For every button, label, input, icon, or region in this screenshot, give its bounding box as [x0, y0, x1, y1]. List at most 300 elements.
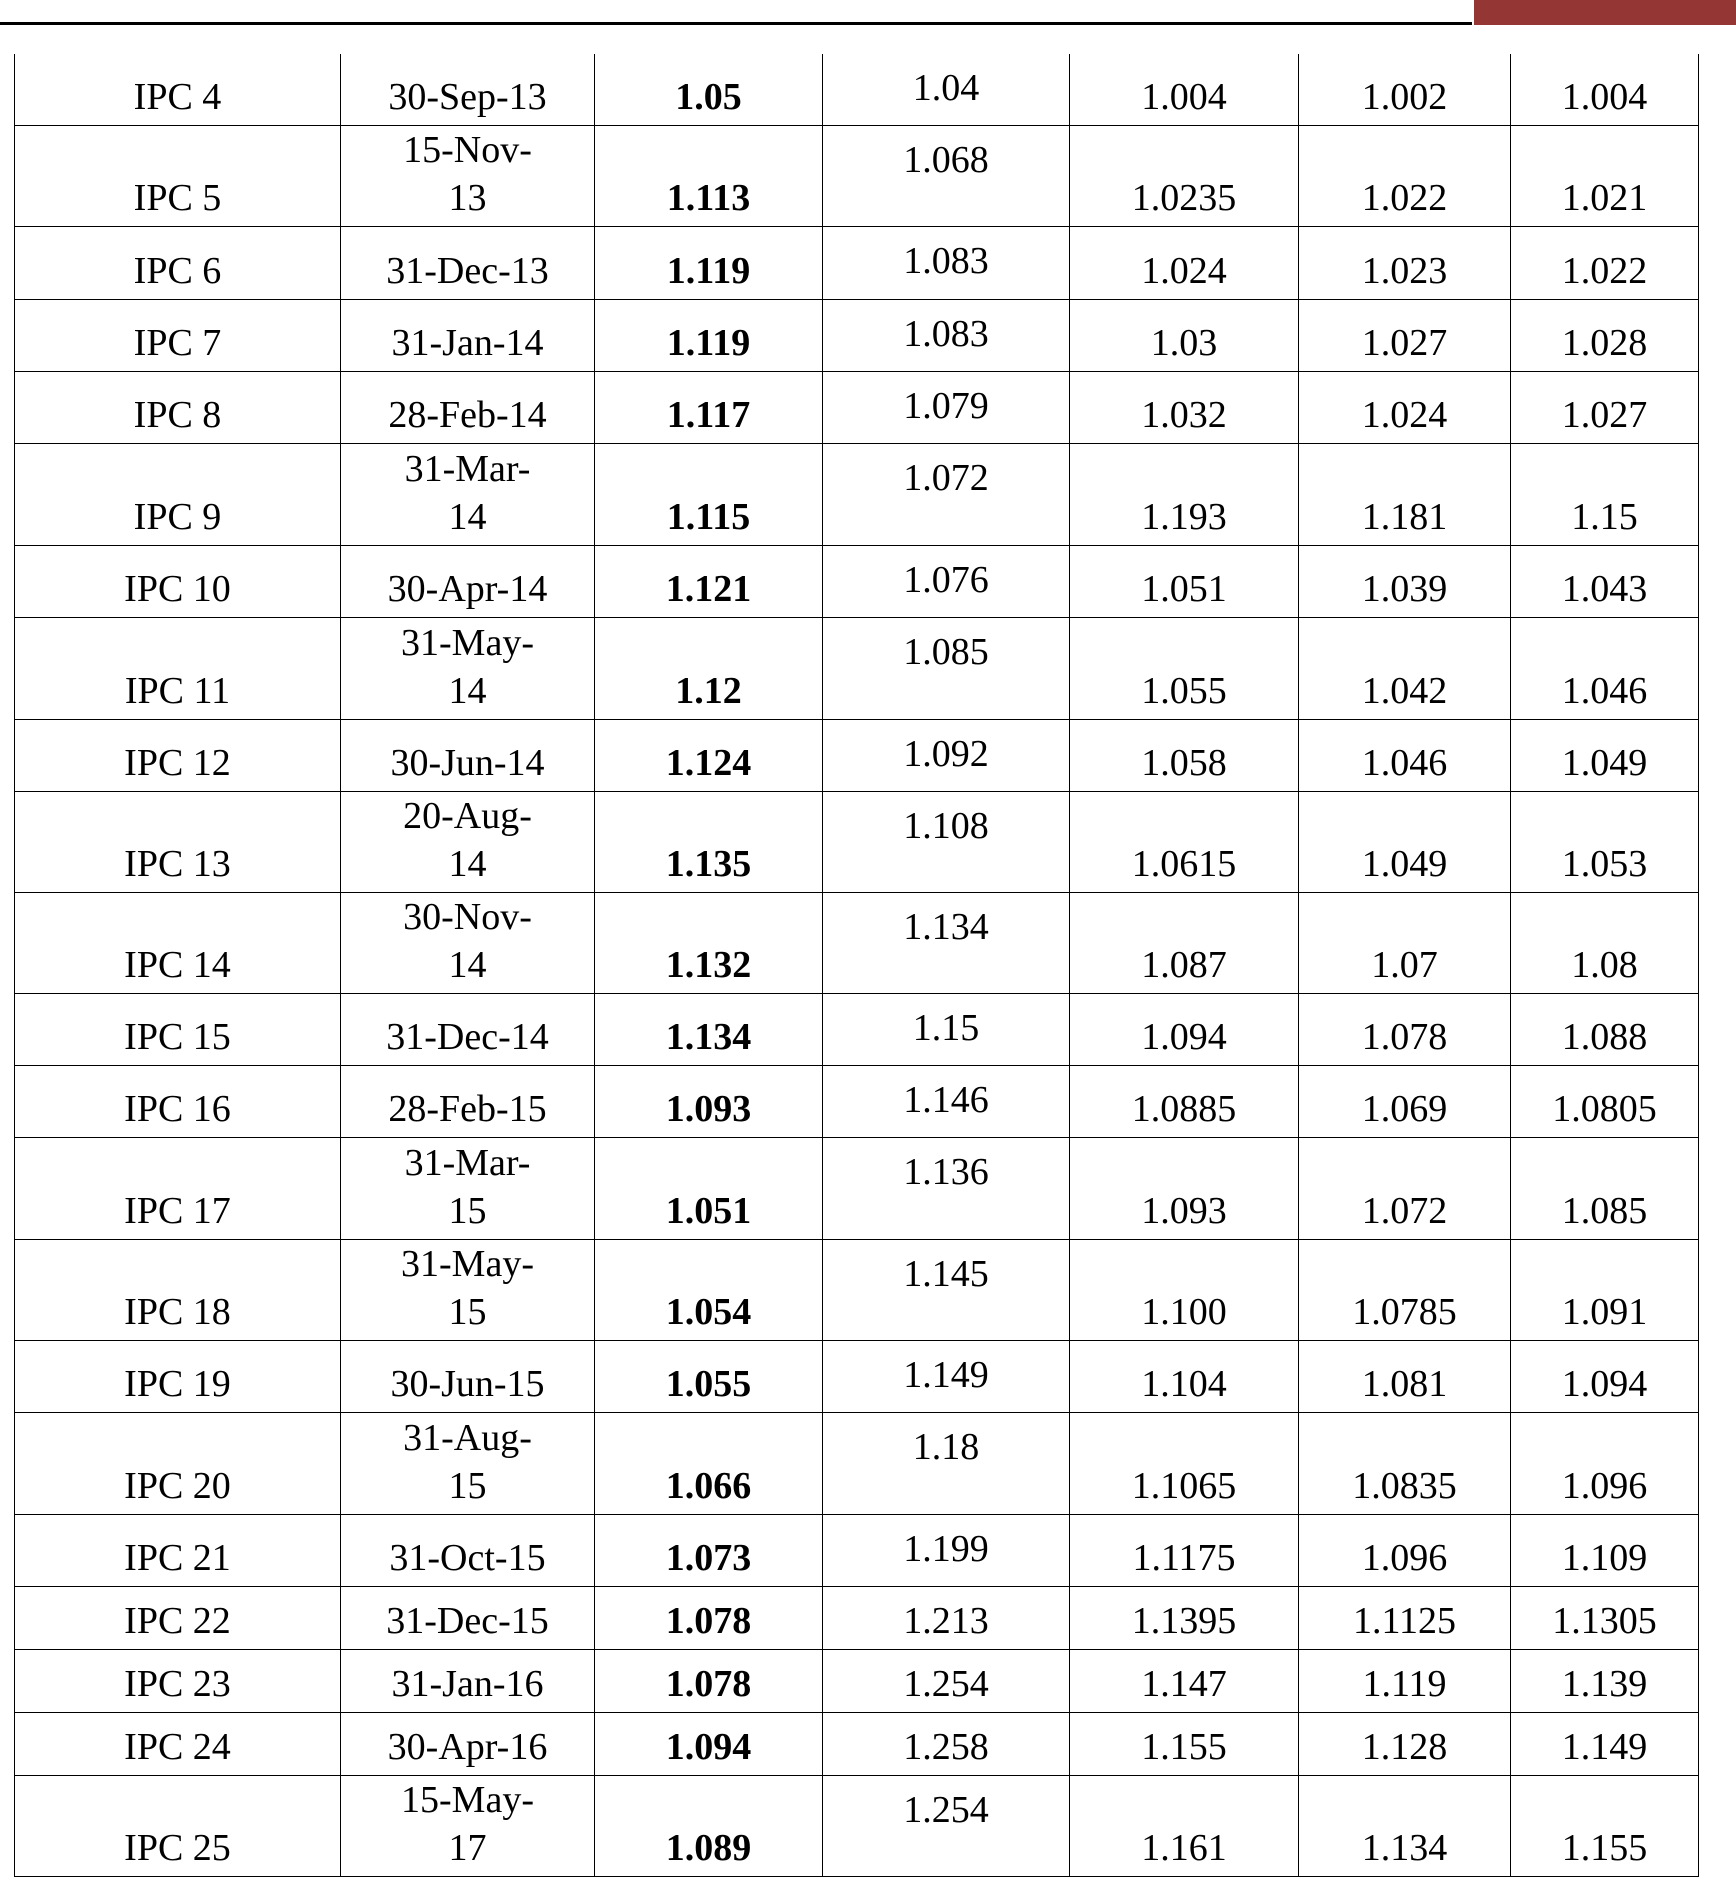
value-cell-1	[595, 125, 823, 226]
date-cell-text: 31-Mar-15	[404, 1141, 531, 1232]
value-cell-5-text: 1.028	[1561, 321, 1648, 364]
date-cell-text: 30-Apr-14	[387, 567, 548, 610]
value-cell-3	[1070, 443, 1299, 545]
value-cell-2	[823, 1586, 1070, 1649]
value-cell-2	[823, 791, 1070, 892]
value-cell-3-text: 1.1395	[1131, 1599, 1237, 1642]
date-cell-text: 31-Oct-15	[389, 1536, 546, 1579]
date-cell-text: 20-Aug-14	[403, 794, 532, 885]
value-cell-3-text: 1.03	[1150, 321, 1218, 364]
value-cell-1	[595, 299, 823, 371]
value-cell-3-text: 1.0235	[1131, 176, 1237, 219]
date-cell-text: 31-Mar-14	[404, 447, 531, 538]
value-cell-3-text: 1.0885	[1131, 1087, 1237, 1130]
ipc-cell	[15, 892, 341, 993]
value-cell-3	[1070, 125, 1299, 226]
ipc-cell-text: IPC 10	[124, 567, 231, 610]
value-cell-1-text: 1.051	[665, 1189, 752, 1232]
date-cell	[341, 1412, 595, 1514]
value-cell-5	[1511, 371, 1699, 443]
ipc-cell-text: IPC 11	[124, 669, 231, 712]
value-cell-5	[1511, 1514, 1699, 1586]
table-row	[15, 1775, 1699, 1876]
table-row	[15, 1239, 1699, 1340]
value-cell-3-text: 1.094	[1141, 1015, 1227, 1058]
value-cell-2	[823, 1340, 1070, 1412]
table-row	[15, 1712, 1699, 1775]
value-cell-5-text: 1.0805	[1552, 1087, 1657, 1130]
value-cell-5-text: 1.004	[1561, 75, 1648, 118]
date-cell	[341, 1712, 595, 1775]
ipc-cell	[15, 1065, 341, 1137]
ipc-cell-text: IPC 12	[124, 741, 231, 784]
value-cell-1-text: 1.055	[665, 1362, 752, 1405]
value-cell-2	[823, 125, 1070, 226]
value-cell-5-text: 1.085	[1561, 1189, 1648, 1232]
value-cell-1	[595, 545, 823, 617]
value-cell-4	[1299, 371, 1511, 443]
value-cell-5-text: 1.15	[1571, 495, 1638, 538]
date-cell-text: 30-Sep-13	[388, 75, 547, 118]
date-cell-text: 30-Apr-16	[387, 1725, 548, 1768]
value-cell-4-text: 1.181	[1361, 495, 1448, 538]
value-cell-4-text: 1.0785	[1352, 1290, 1457, 1333]
value-cell-1	[595, 1649, 823, 1712]
ipc-cell-text: IPC 18	[124, 1290, 231, 1333]
value-cell-3	[1070, 226, 1299, 299]
table-row	[15, 993, 1699, 1065]
date-cell	[341, 54, 595, 125]
value-cell-2	[823, 617, 1070, 719]
value-cell-1-text: 1.124	[665, 741, 752, 784]
date-cell	[341, 545, 595, 617]
value-cell-2-text: 1.079	[903, 384, 989, 427]
ipc-cell-text: IPC 19	[124, 1362, 231, 1405]
value-cell-5	[1511, 993, 1699, 1065]
ipc-data-table	[14, 54, 1699, 1877]
date-cell	[341, 299, 595, 371]
ipc-cell-text: IPC 24	[124, 1725, 231, 1768]
value-cell-5-text: 1.094	[1561, 1362, 1648, 1405]
ipc-cell-text: IPC 21	[124, 1536, 231, 1579]
value-cell-1-text: 1.119	[666, 321, 751, 364]
date-cell	[341, 1137, 595, 1239]
ipc-cell	[15, 993, 341, 1065]
value-cell-1	[595, 1340, 823, 1412]
value-cell-2-text: 1.108	[903, 804, 989, 847]
table-row	[15, 1586, 1699, 1649]
value-cell-3	[1070, 1239, 1299, 1340]
table-row	[15, 791, 1699, 892]
date-cell-text: 31-May-15	[401, 1242, 534, 1333]
date-cell-text: 31-Dec-15	[386, 1599, 549, 1642]
value-cell-3-text: 1.1175	[1132, 1536, 1236, 1579]
value-cell-3	[1070, 1514, 1299, 1586]
date-cell-text: 15-May-17	[401, 1778, 534, 1869]
value-cell-5-text: 1.08	[1571, 943, 1638, 986]
value-cell-1-text: 1.073	[665, 1536, 752, 1579]
ipc-cell	[15, 226, 341, 299]
value-cell-4-text: 1.096	[1361, 1536, 1448, 1579]
value-cell-4	[1299, 545, 1511, 617]
value-cell-4	[1299, 1340, 1511, 1412]
value-cell-2	[823, 226, 1070, 299]
value-cell-2-text: 1.136	[903, 1150, 989, 1193]
value-cell-5-text: 1.043	[1561, 567, 1648, 610]
value-cell-2-text: 1.04	[912, 67, 980, 109]
value-cell-3-text: 1.193	[1141, 495, 1227, 538]
value-cell-4	[1299, 1412, 1511, 1514]
value-cell-2	[823, 371, 1070, 443]
value-cell-4	[1299, 892, 1511, 993]
value-cell-4	[1299, 993, 1511, 1065]
date-cell-text: 28-Feb-15	[388, 1087, 547, 1130]
value-cell-4-text: 1.134	[1361, 1826, 1448, 1869]
value-cell-4	[1299, 1065, 1511, 1137]
ipc-cell-text: IPC 20	[124, 1464, 231, 1507]
value-cell-2-text: 1.254	[903, 1662, 989, 1705]
value-cell-3	[1070, 54, 1299, 125]
value-cell-3-text: 1.0615	[1131, 842, 1237, 885]
table-row	[15, 1649, 1699, 1712]
value-cell-2-text: 1.072	[903, 456, 989, 499]
value-cell-1	[595, 1586, 823, 1649]
value-cell-5-text: 1.139	[1561, 1662, 1648, 1705]
value-cell-2	[823, 1137, 1070, 1239]
ipc-cell-text: IPC 6	[133, 249, 222, 292]
value-cell-1	[595, 791, 823, 892]
value-cell-3	[1070, 1137, 1299, 1239]
ipc-cell	[15, 1239, 341, 1340]
value-cell-4	[1299, 1137, 1511, 1239]
value-cell-4	[1299, 791, 1511, 892]
ipc-cell	[15, 545, 341, 617]
table-row	[15, 719, 1699, 791]
ipc-cell	[15, 719, 341, 791]
ipc-cell-text: IPC 15	[124, 1015, 231, 1058]
value-cell-4-text: 1.078	[1361, 1015, 1448, 1058]
table-row	[15, 545, 1699, 617]
value-cell-4	[1299, 443, 1511, 545]
value-cell-5-text: 1.1305	[1552, 1599, 1657, 1642]
value-cell-5	[1511, 1775, 1699, 1876]
value-cell-3	[1070, 545, 1299, 617]
value-cell-1	[595, 719, 823, 791]
value-cell-2	[823, 993, 1070, 1065]
value-cell-4	[1299, 1775, 1511, 1876]
value-cell-5	[1511, 1412, 1699, 1514]
value-cell-1-text: 1.05	[675, 75, 742, 118]
ipc-cell	[15, 1649, 341, 1712]
date-cell	[341, 791, 595, 892]
value-cell-5	[1511, 1137, 1699, 1239]
value-cell-3	[1070, 371, 1299, 443]
value-cell-1	[595, 1514, 823, 1586]
value-cell-2	[823, 54, 1070, 125]
value-cell-3	[1070, 1586, 1299, 1649]
value-cell-5	[1511, 617, 1699, 719]
value-cell-4-text: 1.081	[1361, 1362, 1448, 1405]
ipc-cell	[15, 125, 341, 226]
value-cell-2	[823, 1412, 1070, 1514]
ipc-cell-text: IPC 4	[133, 75, 222, 118]
value-cell-5-text: 1.155	[1561, 1826, 1648, 1869]
value-cell-5	[1511, 443, 1699, 545]
date-cell	[341, 1239, 595, 1340]
value-cell-3-text: 1.093	[1141, 1189, 1227, 1232]
value-cell-2-text: 1.145	[903, 1252, 989, 1295]
value-cell-3	[1070, 1065, 1299, 1137]
ipc-cell	[15, 617, 341, 719]
value-cell-3	[1070, 791, 1299, 892]
value-cell-4-text: 1.022	[1361, 176, 1448, 219]
value-cell-1-text: 1.117	[666, 393, 751, 436]
value-cell-4	[1299, 1586, 1511, 1649]
value-cell-1-text: 1.054	[665, 1290, 752, 1333]
value-cell-1-text: 1.134	[665, 1015, 752, 1058]
table-row	[15, 299, 1699, 371]
value-cell-2	[823, 1065, 1070, 1137]
value-cell-4-text: 1.039	[1361, 567, 1448, 610]
date-cell-text: 28-Feb-14	[388, 393, 547, 436]
value-cell-2-text: 1.15	[912, 1006, 980, 1049]
ipc-cell	[15, 1775, 341, 1876]
value-cell-3	[1070, 1712, 1299, 1775]
value-cell-5-text: 1.046	[1561, 669, 1648, 712]
ipc-cell	[15, 299, 341, 371]
date-cell	[341, 993, 595, 1065]
value-cell-2	[823, 719, 1070, 791]
value-cell-5-text: 1.049	[1561, 741, 1648, 784]
value-cell-1-text: 1.132	[665, 943, 752, 986]
date-cell-text: 15-Nov-13	[403, 128, 532, 219]
table-row	[15, 1065, 1699, 1137]
value-cell-3-text: 1.104	[1141, 1362, 1227, 1405]
value-cell-2	[823, 443, 1070, 545]
value-cell-1	[595, 54, 823, 125]
value-cell-4-text: 1.049	[1361, 842, 1448, 885]
value-cell-4	[1299, 1239, 1511, 1340]
value-cell-4-text: 1.128	[1361, 1725, 1448, 1768]
ipc-cell	[15, 54, 341, 125]
date-cell	[341, 1065, 595, 1137]
value-cell-2-text: 1.149	[903, 1353, 989, 1396]
value-cell-1	[595, 1239, 823, 1340]
value-cell-3	[1070, 719, 1299, 791]
table-row	[15, 371, 1699, 443]
date-cell	[341, 371, 595, 443]
value-cell-3	[1070, 1649, 1299, 1712]
value-cell-2-text: 1.213	[903, 1599, 989, 1642]
date-cell	[341, 617, 595, 719]
date-cell-text: 31-Dec-13	[386, 249, 549, 292]
table-row	[15, 617, 1699, 719]
value-cell-2	[823, 299, 1070, 371]
value-cell-4-text: 1.046	[1361, 741, 1448, 784]
table-row	[15, 1340, 1699, 1412]
value-cell-1-text: 1.078	[665, 1662, 752, 1705]
value-cell-5-text: 1.022	[1561, 249, 1648, 292]
date-cell-text: 31-Aug-15	[403, 1416, 532, 1507]
value-cell-1-text: 1.094	[665, 1725, 752, 1768]
value-cell-1	[595, 443, 823, 545]
value-cell-5	[1511, 719, 1699, 791]
ipc-cell-text: IPC 5	[133, 176, 222, 219]
value-cell-5-text: 1.109	[1561, 1536, 1648, 1579]
value-cell-5-text: 1.053	[1561, 842, 1648, 885]
ipc-cell	[15, 371, 341, 443]
value-cell-3	[1070, 617, 1299, 719]
value-cell-3	[1070, 1775, 1299, 1876]
value-cell-3-text: 1.155	[1141, 1725, 1227, 1768]
value-cell-4	[1299, 719, 1511, 791]
date-cell	[341, 1649, 595, 1712]
value-cell-1	[595, 892, 823, 993]
value-cell-3	[1070, 892, 1299, 993]
value-cell-5-text: 1.091	[1561, 1290, 1648, 1333]
value-cell-5-text: 1.027	[1561, 393, 1648, 436]
date-cell	[341, 892, 595, 993]
value-cell-4	[1299, 54, 1511, 125]
value-cell-4-text: 1.0835	[1352, 1464, 1457, 1507]
ipc-cell	[15, 1412, 341, 1514]
value-cell-5	[1511, 54, 1699, 125]
table-row	[15, 125, 1699, 226]
value-cell-2	[823, 892, 1070, 993]
date-cell-text: 30-Nov-14	[403, 895, 532, 986]
value-cell-2	[823, 1239, 1070, 1340]
value-cell-5	[1511, 545, 1699, 617]
value-cell-3	[1070, 1340, 1299, 1412]
value-cell-1	[595, 1065, 823, 1137]
date-cell-text: 31-Jan-16	[391, 1662, 544, 1705]
date-cell	[341, 226, 595, 299]
date-cell	[341, 1514, 595, 1586]
date-cell	[341, 719, 595, 791]
table-row	[15, 1412, 1699, 1514]
value-cell-2	[823, 545, 1070, 617]
date-cell	[341, 443, 595, 545]
value-cell-4-text: 1.024	[1361, 393, 1448, 436]
value-cell-4-text: 1.119	[1362, 1662, 1447, 1705]
value-cell-4-text: 1.1125	[1352, 1599, 1457, 1642]
value-cell-1	[595, 1412, 823, 1514]
table-row	[15, 1137, 1699, 1239]
value-cell-3-text: 1.100	[1141, 1290, 1227, 1333]
value-cell-4-text: 1.002	[1361, 75, 1448, 118]
table-row	[15, 1514, 1699, 1586]
value-cell-2-text: 1.076	[903, 558, 989, 601]
value-cell-2-text: 1.134	[903, 905, 989, 948]
ipc-cell-text: IPC 13	[124, 842, 231, 885]
value-cell-2-text: 1.18	[912, 1425, 980, 1468]
value-cell-4-text: 1.027	[1361, 321, 1448, 364]
value-cell-2-text: 1.068	[903, 138, 989, 181]
ipc-cell-text: IPC 25	[124, 1826, 231, 1869]
value-cell-3-text: 1.032	[1141, 393, 1227, 436]
value-cell-1	[595, 993, 823, 1065]
ipc-cell-text: IPC 23	[124, 1662, 231, 1705]
ipc-cell-text: IPC 16	[124, 1087, 231, 1130]
value-cell-3-text: 1.087	[1141, 943, 1227, 986]
value-cell-3-text: 1.055	[1141, 669, 1227, 712]
ipc-cell-text: IPC 7	[133, 321, 222, 364]
value-cell-4	[1299, 1514, 1511, 1586]
ipc-cell-text: IPC 9	[133, 495, 222, 538]
date-cell	[341, 1586, 595, 1649]
value-cell-4-text: 1.07	[1371, 943, 1438, 986]
value-cell-5	[1511, 1239, 1699, 1340]
value-cell-4	[1299, 226, 1511, 299]
value-cell-3-text: 1.058	[1141, 741, 1227, 784]
value-cell-2	[823, 1775, 1070, 1876]
value-cell-2	[823, 1514, 1070, 1586]
value-cell-5	[1511, 1340, 1699, 1412]
value-cell-1	[595, 1775, 823, 1876]
value-cell-4	[1299, 1712, 1511, 1775]
value-cell-2-text: 1.258	[903, 1725, 989, 1768]
value-cell-1	[595, 226, 823, 299]
value-cell-3-text: 1.161	[1141, 1826, 1227, 1869]
value-cell-5-text: 1.149	[1561, 1725, 1648, 1768]
value-cell-2-text: 1.083	[903, 312, 989, 355]
date-cell-text: 31-May-14	[401, 621, 534, 712]
value-cell-5-text: 1.088	[1561, 1015, 1648, 1058]
ipc-cell	[15, 1137, 341, 1239]
table-row	[15, 443, 1699, 545]
value-cell-4	[1299, 299, 1511, 371]
value-cell-5	[1511, 1649, 1699, 1712]
value-cell-5	[1511, 892, 1699, 993]
table-row	[15, 226, 1699, 299]
date-cell-text: 30-Jun-14	[390, 741, 545, 784]
date-cell	[341, 125, 595, 226]
value-cell-4-text: 1.023	[1361, 249, 1448, 292]
ipc-cell	[15, 1712, 341, 1775]
value-cell-2-text: 1.199	[903, 1527, 989, 1570]
value-cell-5	[1511, 226, 1699, 299]
value-cell-3-text: 1.004	[1141, 75, 1227, 118]
value-cell-2	[823, 1649, 1070, 1712]
value-cell-4-text: 1.042	[1361, 669, 1448, 712]
page-tab-decoration	[1474, 0, 1736, 25]
value-cell-1	[595, 1712, 823, 1775]
value-cell-1-text: 1.078	[665, 1599, 752, 1642]
ipc-cell	[15, 791, 341, 892]
value-cell-1-text: 1.121	[665, 567, 752, 610]
value-cell-3-text: 1.147	[1141, 1662, 1227, 1705]
ipc-cell	[15, 443, 341, 545]
date-cell-text: 31-Dec-14	[386, 1015, 549, 1058]
value-cell-3-text: 1.051	[1141, 567, 1227, 610]
value-cell-4	[1299, 125, 1511, 226]
value-cell-1	[595, 371, 823, 443]
value-cell-1	[595, 617, 823, 719]
value-cell-1-text: 1.135	[665, 842, 752, 885]
table-row	[15, 892, 1699, 993]
value-cell-3	[1070, 1412, 1299, 1514]
value-cell-4	[1299, 617, 1511, 719]
value-cell-1	[595, 1137, 823, 1239]
value-cell-2-text: 1.092	[903, 732, 989, 775]
value-cell-5-text: 1.096	[1561, 1464, 1648, 1507]
value-cell-5	[1511, 299, 1699, 371]
value-cell-1-text: 1.115	[666, 495, 751, 538]
ipc-cell-text: IPC 17	[124, 1189, 231, 1232]
value-cell-1-text: 1.066	[665, 1464, 752, 1507]
value-cell-5-text: 1.021	[1561, 176, 1648, 219]
value-cell-2-text: 1.083	[903, 239, 989, 282]
